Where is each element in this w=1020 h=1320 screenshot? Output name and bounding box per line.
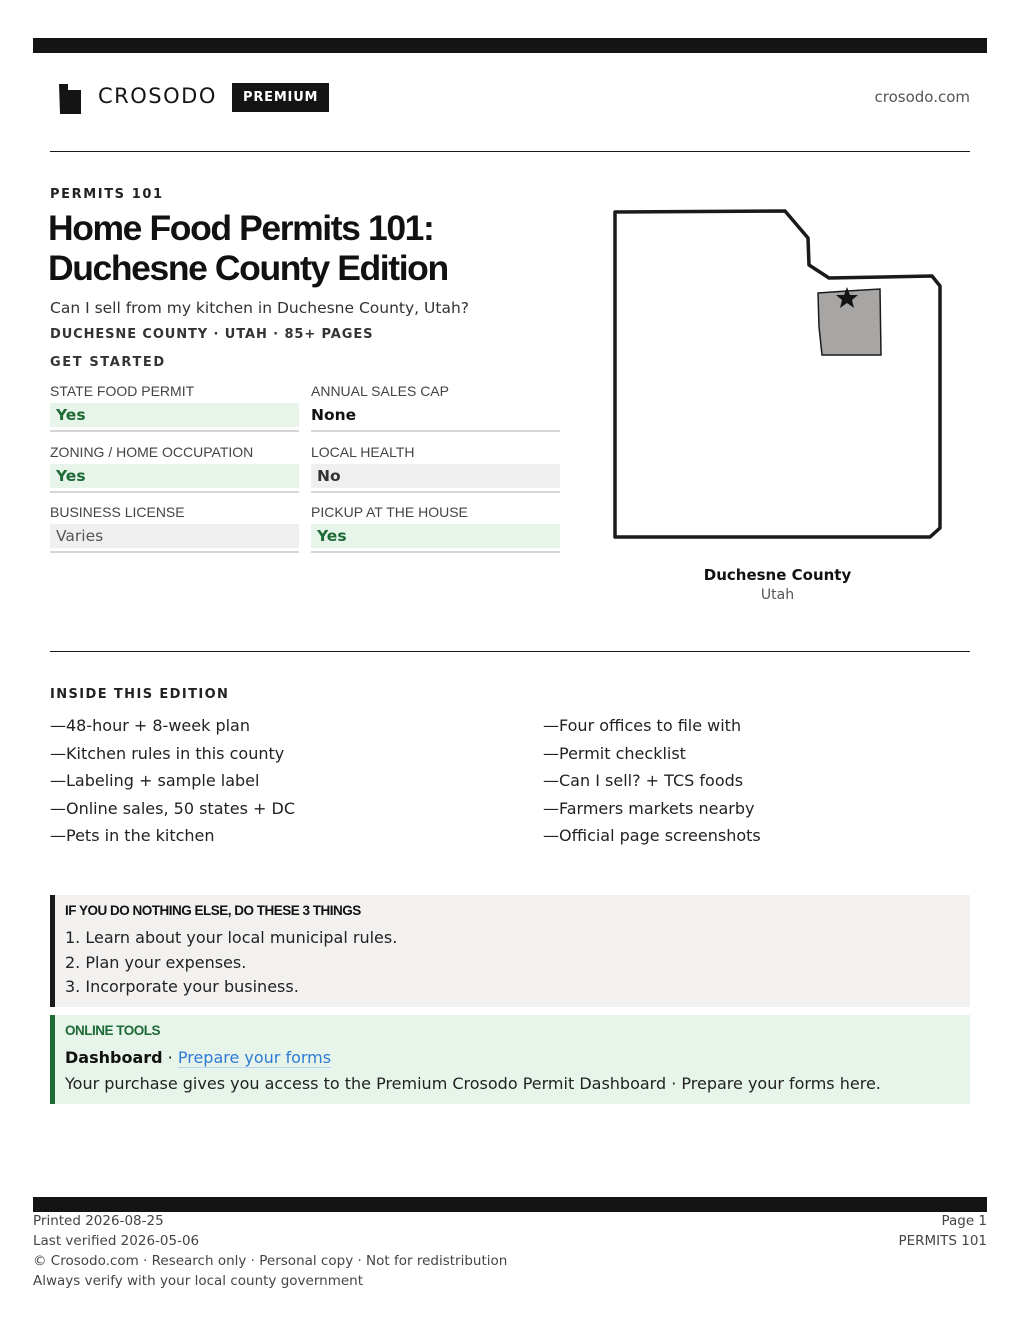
stat-annual-sales-cap [311, 383, 560, 437]
three-things-callout [50, 895, 970, 1007]
edition-meta: DUCHESNE COUNTY · UTAH · 85+ PAGES [50, 327, 374, 342]
toc-item: —Four offices to file with [543, 716, 742, 735]
footer-rule-bar [33, 1197, 987, 1212]
stat-label: ZONING / HOME OCCUPATION [50, 444, 254, 460]
get-started-heading: GET STARTED [50, 355, 166, 370]
stat-value: Yes [50, 403, 299, 427]
stat-value: Yes [311, 524, 560, 548]
toc-item: —Permit checklist [543, 743, 686, 763]
stat-label: PICKUP AT THE HOUSE [311, 504, 468, 520]
page-number: Page 1 [941, 1213, 987, 1229]
map-state-caption: Utah [760, 587, 795, 603]
stat-value: No [311, 464, 560, 488]
stat-label: LOCAL HEALTH [311, 444, 415, 460]
stat-underline [50, 491, 299, 493]
footer-left [33, 1211, 507, 1291]
stat-business-license [50, 504, 299, 558]
callout-steps [65, 926, 397, 1000]
section-kicker: PERMITS 101 [50, 187, 164, 202]
toc-item: —Online sales, 50 states + DC [50, 798, 296, 818]
callout-heading: IF YOU DO NOTHING ELSE, DO THESE 3 THINGS [65, 903, 361, 918]
state-outline [615, 211, 940, 537]
tools-heading: ONLINE TOOLS [65, 1023, 161, 1038]
section-divider [50, 651, 970, 652]
prepare-forms-link[interactable]: Prepare your forms [177, 1048, 332, 1067]
stat-underline [311, 551, 560, 553]
footer-section-label: PERMITS 101 [898, 1233, 987, 1249]
toc-item: —Official page screenshots [543, 826, 761, 845]
stat-pickup-at-house [311, 504, 560, 558]
stat-underline [311, 430, 560, 432]
stat-local-health [311, 444, 560, 498]
inside-edition-heading: INSIDE THIS EDITION [50, 687, 230, 702]
county-locator-map [610, 207, 946, 542]
toc-item: —Farmers markets nearby [543, 798, 755, 818]
stat-label: STATE FOOD PERMIT [50, 383, 195, 399]
page-title [48, 208, 588, 288]
stat-value: Yes [50, 464, 299, 488]
verified-date: Last verified 2026-05-06 [33, 1233, 200, 1249]
stat-underline [50, 551, 299, 553]
toc-item: —48-hour + 8-week plan [50, 716, 250, 735]
toc-item: —Pets in the kitchen [50, 826, 215, 845]
verify-disclaimer: Always verify with your local county government [33, 1273, 363, 1289]
toc-right-column [543, 712, 761, 850]
toc-item: —Kitchen rules in this county [50, 743, 285, 763]
stat-label: BUSINESS LICENSE [50, 504, 185, 520]
premium-badge: PREMIUM [232, 83, 329, 112]
dashboard-line [65, 1048, 331, 1067]
stat-underline [50, 430, 299, 432]
toc-item: —Can I sell? + TCS foods [543, 771, 744, 790]
dashboard-label: Dashboard [65, 1048, 163, 1067]
step-item: 3. Incorporate your business. [65, 977, 299, 996]
step-item: 2. Plan your expenses. [65, 952, 247, 972]
dashboard-description: Your purchase gives you access to the Premium Crosodo Permit Dashboard · Prepare your forms here. [65, 1074, 881, 1093]
brand-name: CROSODO [98, 84, 217, 108]
stat-state-food-permit [50, 383, 299, 437]
map-county-caption: Duchesne County [703, 566, 852, 584]
toc-item: —Labeling + sample label [50, 771, 260, 790]
step-item: 1. Learn about your local municipal rules. [65, 928, 398, 947]
stat-zoning-home-occupation [50, 444, 299, 498]
title-line-2: Duchesne County Edition [48, 248, 448, 288]
stat-underline [311, 491, 560, 493]
dashboard-separator: · [162, 1048, 178, 1067]
site-url[interactable]: crosodo.com [874, 88, 970, 106]
copyright-line: © Crosodo.com · Research only · Personal copy · Not for redistribution [33, 1253, 508, 1269]
utah-logo-icon [56, 80, 84, 114]
stat-value: Varies [50, 524, 299, 548]
header-divider [50, 151, 970, 152]
top-rule-bar [33, 38, 987, 53]
page-header [50, 76, 970, 120]
printed-date: Printed 2026-08-25 [33, 1213, 164, 1229]
online-tools-callout [50, 1015, 970, 1104]
stat-value: None [311, 406, 357, 424]
page-subtitle: Can I sell from my kitchen in Duchesne County, Utah? [50, 299, 469, 317]
footer-right [898, 1211, 987, 1251]
toc-left-column [50, 712, 295, 850]
title-line-1: Home Food Permits 101: [48, 208, 434, 248]
stat-label: ANNUAL SALES CAP [311, 383, 449, 399]
